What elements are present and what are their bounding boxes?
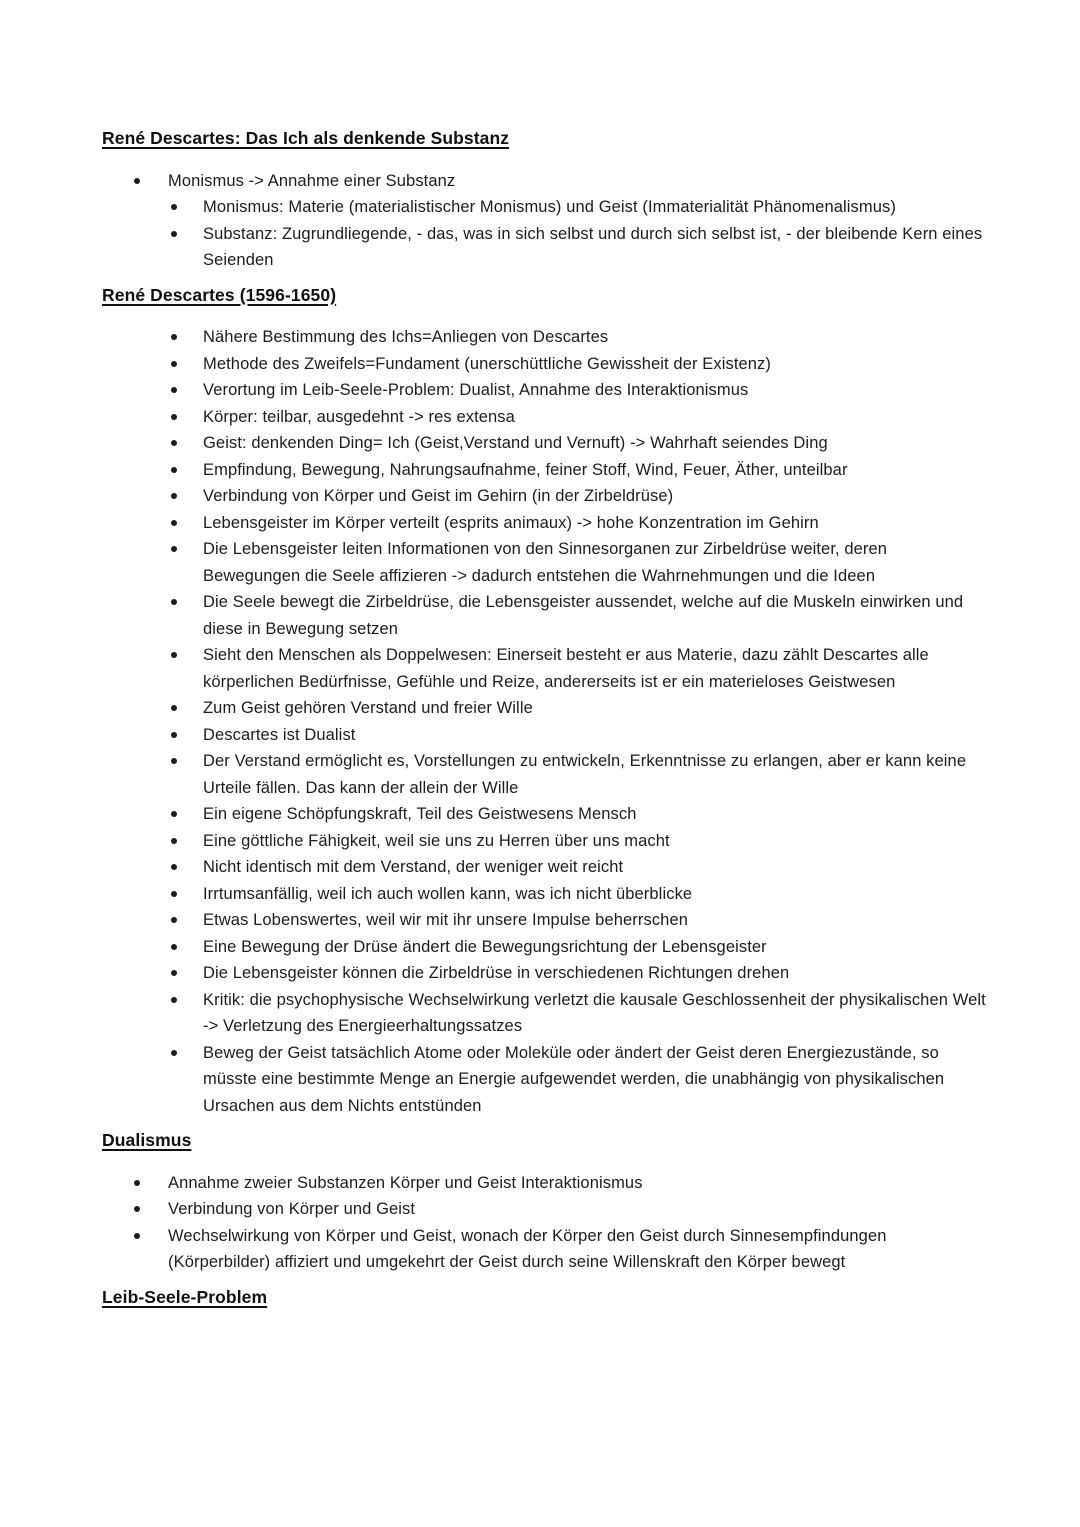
bullet-item [102, 934, 987, 961]
bullet-icon [134, 1180, 140, 1186]
bullet-text: Eine göttliche Fähigkeit, weil sie uns zu Herren über uns macht [203, 831, 670, 850]
bullet-text: Etwas Lobenswertes, weil wir mit ihr unsere Impulse beherrschen [203, 911, 689, 929]
bullet-icon [171, 997, 177, 1003]
bullet-icon [171, 520, 177, 526]
bullet-item [102, 457, 987, 484]
document-section [102, 1284, 1080, 1311]
section-heading [102, 1284, 1080, 1311]
bullet-item [102, 221, 987, 274]
bullet-text: Verortung im Leib-Seele-Problem: Dualist, Annahme des Interaktionismus [203, 381, 749, 399]
bullet-item [102, 907, 987, 934]
bullet-icon [171, 944, 177, 950]
bullet-icon [171, 546, 177, 552]
bullet-item [102, 1040, 987, 1120]
bullet-icon [171, 231, 177, 237]
bullet-icon [171, 758, 177, 764]
bullet-text: Empfindung, Bewegung, Nahrungsaufnahme, feiner Stoff, Wind, Feuer, Äther, unteilbar [203, 460, 848, 479]
bullet-text: Verbindung von Körper und Geist [168, 1200, 416, 1218]
bullet-text: Methode des Zweifels=Fundament (unerschüttliche Gewissheit der Existenz) [203, 354, 772, 373]
bullet-icon [171, 705, 177, 711]
bullet-icon [171, 204, 177, 210]
bullet-item [102, 722, 987, 749]
bullet-text: Nicht identisch mit dem Verstand, der weniger weit reicht [203, 858, 624, 876]
bullet-item [102, 960, 987, 987]
bullet-item [102, 483, 987, 510]
section-heading-text: René Descartes (1596-1650) [102, 284, 337, 305]
bullet-icon [171, 970, 177, 976]
document-section [102, 1127, 1080, 1276]
bullet-text: Zum Geist gehören Verstand und freier Wille [203, 699, 533, 717]
section-heading [102, 1127, 1080, 1154]
bullet-text: Lebensgeister im Körper verteilt (esprits animaux) -> hohe Konzentration im Gehirn [203, 513, 819, 532]
bullet-item [102, 1170, 960, 1197]
bullet-text: Beweg der Geist tatsächlich Atome oder Moleküle oder ändert der Geist deren Energiezustände, so müsste eine bestimmte Menge an Energie aufgewendet werden, die unabhängig von physikalischen Ursachen aus dem Nichts entstünden [203, 1043, 945, 1115]
bullet-item [102, 430, 987, 457]
section-heading-text: Dualismus [102, 1130, 192, 1150]
bullet-item [102, 194, 987, 221]
bullet-icon [171, 387, 177, 393]
bullet-icon [171, 838, 177, 844]
bullet-item [102, 801, 987, 828]
bullet-item [102, 404, 987, 431]
bullet-text: Wechselwirkung von Körper und Geist, wonach der Körper den Geist durch Sinnesempfindungen (Körperbilder) affiziert und umgekehrt der Geist durch seine Willenskraft den Körper bewegt [168, 1226, 887, 1271]
bullet-icon [171, 1050, 177, 1056]
bullet-item [102, 1196, 960, 1223]
bullet-text: Irrtumsanfällig, weil ich auch wollen kann, was ich nicht überblicke [203, 884, 693, 903]
bullet-text: Verbindung von Körper und Geist im Gehirn (in der Zirbeldrüse) [203, 487, 674, 505]
document-content [102, 125, 1080, 1310]
document-section [102, 125, 1080, 274]
bullet-text: Die Lebensgeister leiten Informationen von den Sinnesorganen zur Zirbeldrüse weiter, deren Bewegungen die Seele affizieren -> dadurch entstehen die Wahrnehmungen und die Ideen [203, 540, 888, 585]
bullet-item [102, 324, 987, 351]
bullet-icon [171, 891, 177, 897]
bullet-text: Eine Bewegung der Drüse ändert die Bewegungsrichtung der Lebensgeister [203, 937, 767, 956]
bullet-item [102, 854, 987, 881]
bullet-icon [171, 334, 177, 340]
bullet-list [102, 1170, 1080, 1276]
bullet-text: Ein eigene Schöpfungskraft, Teil des Geistwesens Mensch [203, 805, 637, 823]
bullet-item [102, 987, 987, 1040]
section-heading [102, 125, 1080, 152]
bullet-icon [171, 440, 177, 446]
bullet-icon [134, 178, 140, 184]
bullet-text: Kritik: die psychophysische Wechselwirkung verletzt die kausale Geschlossenheit der physikalischen Welt -> Verletzung des Energieerhaltungssatzes [203, 990, 986, 1035]
bullet-icon [171, 361, 177, 367]
bullet-text: Annahme zweier Substanzen Körper und Geist Interaktionismus [168, 1173, 643, 1192]
bullet-list [102, 168, 1080, 274]
bullet-text: Monismus -> Annahme einer Substanz [168, 171, 456, 190]
section-heading-text: Leib-Seele-Problem [102, 1286, 268, 1307]
bullet-item [102, 695, 987, 722]
bullet-icon [171, 599, 177, 605]
bullet-icon [171, 414, 177, 420]
bullet-text: Sieht den Menschen als Doppelwesen: Einerseit besteht er aus Materie, dazu zählt Descartes alle körperlichen Bedürfnisse, Gefühle und Reize, andererseits ist er ein materieloses Geistwesen [203, 646, 929, 691]
bullet-item [102, 377, 987, 404]
bullet-icon [171, 493, 177, 499]
bullet-item [102, 642, 987, 695]
bullet-text: Monismus: Materie (materialistischer Monismus) und Geist (Immaterialität Phänomenalismus) [203, 198, 896, 216]
section-heading [102, 282, 1080, 309]
bullet-text: Geist: denkenden Ding= Ich (Geist,Verstand und Vernuft) -> Wahrhaft seiendes Ding [203, 434, 828, 452]
bullet-icon [134, 1206, 140, 1212]
bullet-item [102, 748, 987, 801]
bullet-icon [171, 467, 177, 473]
bullet-item [102, 589, 987, 642]
bullet-text: Die Lebensgeister können die Zirbeldrüse in verschiedenen Richtungen drehen [203, 964, 790, 982]
bullet-icon [171, 864, 177, 870]
bullet-item [102, 536, 987, 589]
bullet-text: Der Verstand ermöglicht es, Vorstellungen zu entwickeln, Erkenntnisse zu erlangen, aber er kann keine Urteile fällen. Das kann der allein der Wille [203, 752, 967, 797]
bullet-item [102, 351, 987, 378]
bullet-icon [171, 732, 177, 738]
bullet-icon [171, 917, 177, 923]
bullet-item [102, 168, 960, 195]
bullet-icon [171, 811, 177, 817]
bullet-item [102, 1223, 960, 1276]
bullet-item [102, 828, 987, 855]
bullet-text: Descartes ist Dualist [203, 725, 356, 744]
bullet-text: Die Seele bewegt die Zirbeldrüse, die Lebensgeister aussendet, welche auf die Muskeln einwirken und diese in Bewegung setzen [203, 593, 964, 638]
bullet-item [102, 881, 987, 908]
bullet-text: Nähere Bestimmung des Ichs=Anliegen von Descartes [203, 328, 609, 346]
bullet-icon [134, 1233, 140, 1239]
bullet-text: Substanz: Zugrundliegende, - das, was in sich selbst und durch sich selbst ist, - der bleibende Kern eines Seienden [203, 224, 983, 269]
bullet-icon [171, 652, 177, 658]
bullet-list [102, 324, 1080, 1119]
document-section [102, 282, 1080, 1120]
bullet-item [102, 510, 987, 537]
bullet-text: Körper: teilbar, ausgedehnt -> res extensa [203, 407, 515, 426]
section-heading-text: René Descartes: Das Ich als denkende Substanz [102, 128, 510, 148]
